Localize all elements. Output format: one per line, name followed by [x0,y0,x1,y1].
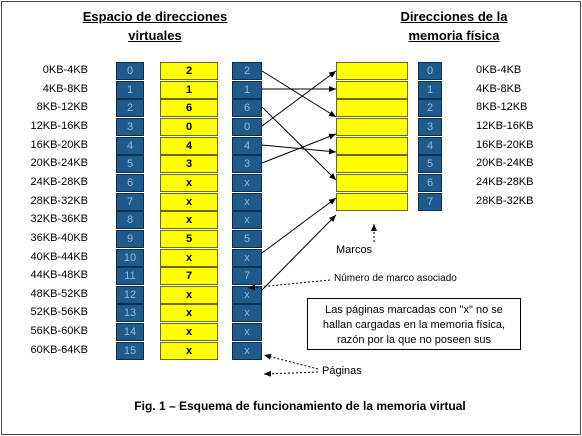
page-table-entry: 1 [232,81,262,99]
page-table-entry: x [232,342,262,360]
virtual-heading-line-1: Espacio de direcciones [82,9,228,24]
virtual-range-label: 32KB-36KB [30,213,88,226]
physical-range-label: 16KB-20KB [476,138,534,151]
frame-number-cell: x [160,304,218,322]
physical-frame-number: 4 [418,137,442,155]
page-table-entry: x [232,249,262,267]
physical-frame-number: 1 [418,81,442,99]
arrow-page11 [262,215,336,290]
page-table-entry: 6 [232,99,262,117]
virtual-page-cell: 15 [116,342,144,360]
frame-number-cell: 4 [160,137,218,155]
physical-frame-number: 0 [418,62,442,80]
note-line-3: razón por la que no poseen sus [336,334,492,346]
physical-frame-number: 3 [418,118,442,136]
page-table-entry: 2 [232,62,262,80]
virtual-range-label: 0KB-4KB [42,64,88,76]
virtual-page-cell: 10 [116,249,144,267]
virtual-page-cell: 1 [116,81,144,99]
virtual-range-label: 12KB-16KB [30,119,88,132]
physical-frame-number: 2 [418,99,442,117]
frame-number-cell: 3 [160,155,218,173]
virtual-page-cell: 14 [116,323,144,341]
virtual-page-cell: 13 [116,304,144,322]
virtual-range-label: 20KB-24KB [30,157,88,170]
frame-number-cell: x [160,174,218,192]
page-table-entry: x [232,211,262,229]
physical-frame-number: 6 [418,174,442,192]
virtual-range-label: 52KB-56KB [30,306,88,319]
arrow-page9 [262,198,336,253]
frame-number-cell: 2 [160,62,218,80]
virtual-range-label: 56KB-60KB [30,325,88,338]
frame-number-cell: 6 [160,99,218,117]
frame-number-cell: x [160,193,218,211]
page-table-entry: x [232,193,262,211]
page-table-entry: 4 [232,137,262,155]
page-table-entry: 3 [232,155,262,173]
virtual-page-cell: 6 [116,174,144,192]
pointer-paginas-2 [264,372,318,374]
frame-number-cell: x [160,249,218,267]
virtual-page-cell: 9 [116,230,144,248]
virtual-page-cell: 0 [116,62,144,80]
frame-number-cell: 0 [160,118,218,136]
physical-range-label: 8KB-12KB [476,101,528,114]
physical-range-label: 12KB-16KB [476,119,534,132]
marcos-label: Marcos [336,244,373,256]
frame-number-cell: x [160,286,218,304]
virtual-page-cell: 8 [116,211,144,229]
frame-number-cell: x [160,211,218,229]
page-table-entry: x [232,323,262,341]
frame-number-cell: x [160,342,218,360]
pointer-numero-marco [248,280,330,288]
note-line-1: Las páginas marcadas con "x" no se [325,304,503,316]
page-table-entry: 7 [232,267,262,285]
physical-heading-line-2: memoria física [408,28,500,43]
frame-number-cell: 1 [160,81,218,99]
virtual-heading-line-2: virtuales [128,28,182,43]
note-box [307,298,521,350]
frame-number-cell: 7 [160,267,218,285]
virtual-range-label: 36KB-40KB [30,231,88,244]
physical-frame-number: 5 [418,155,442,173]
virtual-range-label: 16KB-20KB [30,138,88,151]
physical-frame-number: 7 [418,193,442,211]
physical-range-label: 28KB-32KB [476,194,534,207]
virtual-page-cell: 3 [116,118,144,136]
virtual-page-cell: 4 [116,137,144,155]
virtual-range-label: 44KB-48KB [30,269,88,282]
virtual-page-cell: 11 [116,267,144,285]
page-table-entry: 0 [232,118,262,136]
virtual-range-label: 40KB-44KB [30,250,88,263]
physical-range-label: 24KB-28KB [476,175,534,188]
frame-number-cell: 5 [160,230,218,248]
paginas-label: Páginas [322,365,362,377]
physical-range-label: 0KB-4KB [476,64,522,76]
note-line-2: hallan cargadas en la memoria física, [322,319,506,331]
virtual-range-label: 60KB-64KB [30,343,88,356]
virtual-range-label: 8KB-12KB [36,101,88,114]
virtual-page-cell: 7 [116,193,144,211]
virtual-page-cell: 12 [116,286,144,304]
arrow-page5 [262,134,336,163]
pointer-paginas-1 [264,355,318,369]
arrow-page3 [262,71,336,126]
page-table-entry: x [232,174,262,192]
page-table-entry: 5 [232,230,262,248]
virtual-range-label: 24KB-28KB [30,175,88,188]
physical-range-label: 20KB-24KB [476,157,534,170]
virtual-page-cell: 5 [116,155,144,173]
virtual-page-cell: 2 [116,99,144,117]
figure-caption: Fig. 1 – Esquema de funcionamiento de la memoria virtual [134,399,466,413]
physical-heading-line-1: Direcciones de la [400,9,508,24]
frame-number-cell: x [160,323,218,341]
virtual-range-label: 4KB-8KB [42,82,88,95]
arrow-page0 [262,71,336,117]
physical-range-label: 4KB-8KB [476,82,522,95]
virtual-range-label: 28KB-32KB [30,194,88,207]
page-table-entry: x [232,286,262,304]
page-table-entry: x [232,304,262,322]
virtual-range-label: 48KB-52KB [30,287,88,300]
numero-marco-label: Número de marco asociado [334,273,457,284]
